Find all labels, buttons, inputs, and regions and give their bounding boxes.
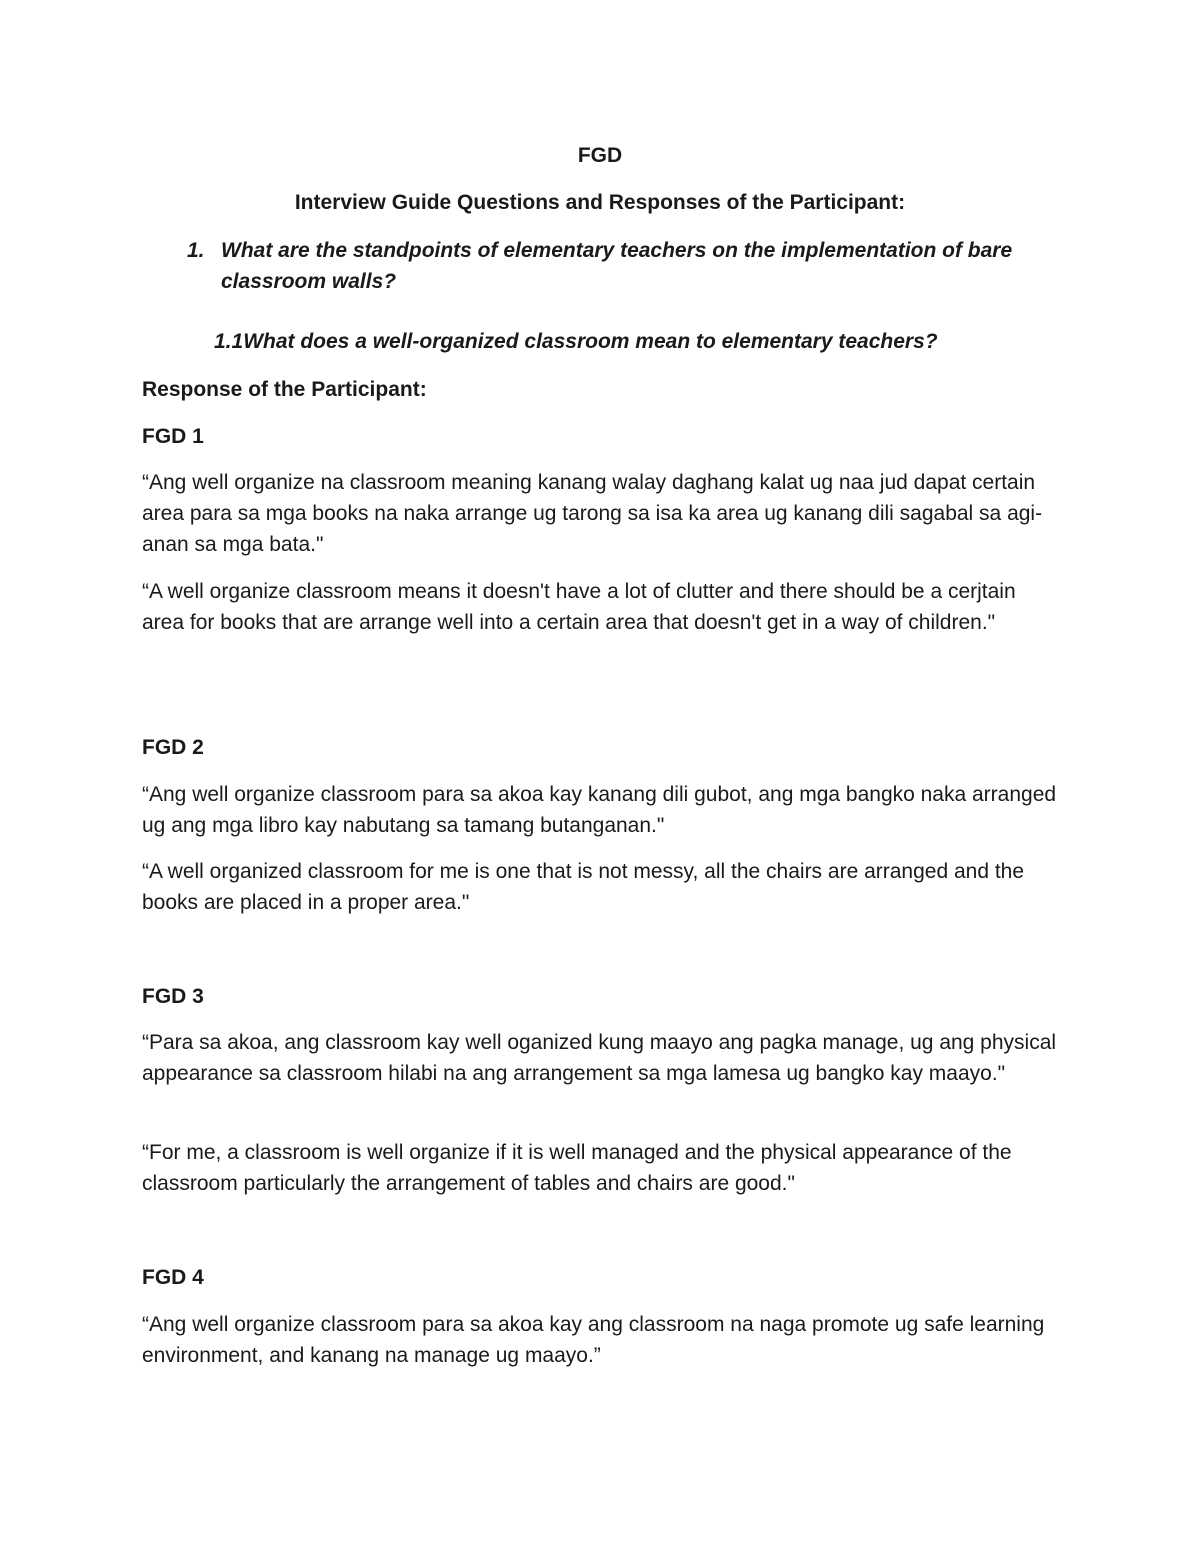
fgd-2-translation-quote: “A well organized classroom for me is one that is not messy, all the chairs are arranged and the books are placed in a proper area." (142, 860, 1025, 914)
document-title: FGD (577, 144, 623, 167)
fgd-3-label: FGD 3 (142, 985, 204, 1008)
fgd-1-original-quote: “Ang well organize na classroom meaning kanang walay daghang kalat ug naa jud dapat certain area para sa mga books na naka arrange ug tarong sa isa ka area ug kanang dili sagabal sa agi-anan sa mga bata." (142, 471, 1043, 556)
fgd-1-translation-quote: “A well organize classroom means it doesn't have a lot of clutter and there should be a cerjtain area for books that are arrange well into a certain area that doesn't get in a way of children." (142, 580, 1016, 634)
fgd-4-original-quote: “Ang well organize classroom para sa akoa kay ang classroom na naga promote ug safe learning environment, and kanang na manage ug maayo.” (142, 1313, 1045, 1367)
question-1-number: 1. (187, 239, 205, 262)
fgd-3-translation-quote: “For me, a classroom is well organize if it is well managed and the physical appearance of the classroom particularly the arrangement of tables and chairs are good." (142, 1141, 1012, 1195)
fgd-2-original-quote: “Ang well organize classroom para sa akoa kay kanang dili gubot, ang mga bangko naka arranged ug ang mga libro kay nabutang sa tamang butanganan." (142, 783, 1057, 837)
fgd-1-label: FGD 1 (142, 425, 204, 448)
response-heading: Response of the Participant: (142, 378, 427, 401)
fgd-2-label: FGD 2 (142, 736, 204, 759)
question-1-1: 1.1What does a well-organized classroom mean to elementary teachers? (214, 330, 938, 353)
fgd-3-original-quote: “Para sa akoa, ang classroom kay well oganized kung maayo ang pagka manage, ug ang physical appearance sa classroom hilabi na ang arrangement sa mga lamesa ug bangko kay maayo." (142, 1031, 1057, 1085)
document-subtitle: Interview Guide Questions and Responses of the Participant: (294, 191, 906, 214)
fgd-4-label: FGD 4 (142, 1266, 204, 1289)
question-1 (187, 235, 1067, 297)
question-1-text: What are the standpoints of elementary teachers on the implementation of bare classroom walls? (221, 239, 1013, 293)
